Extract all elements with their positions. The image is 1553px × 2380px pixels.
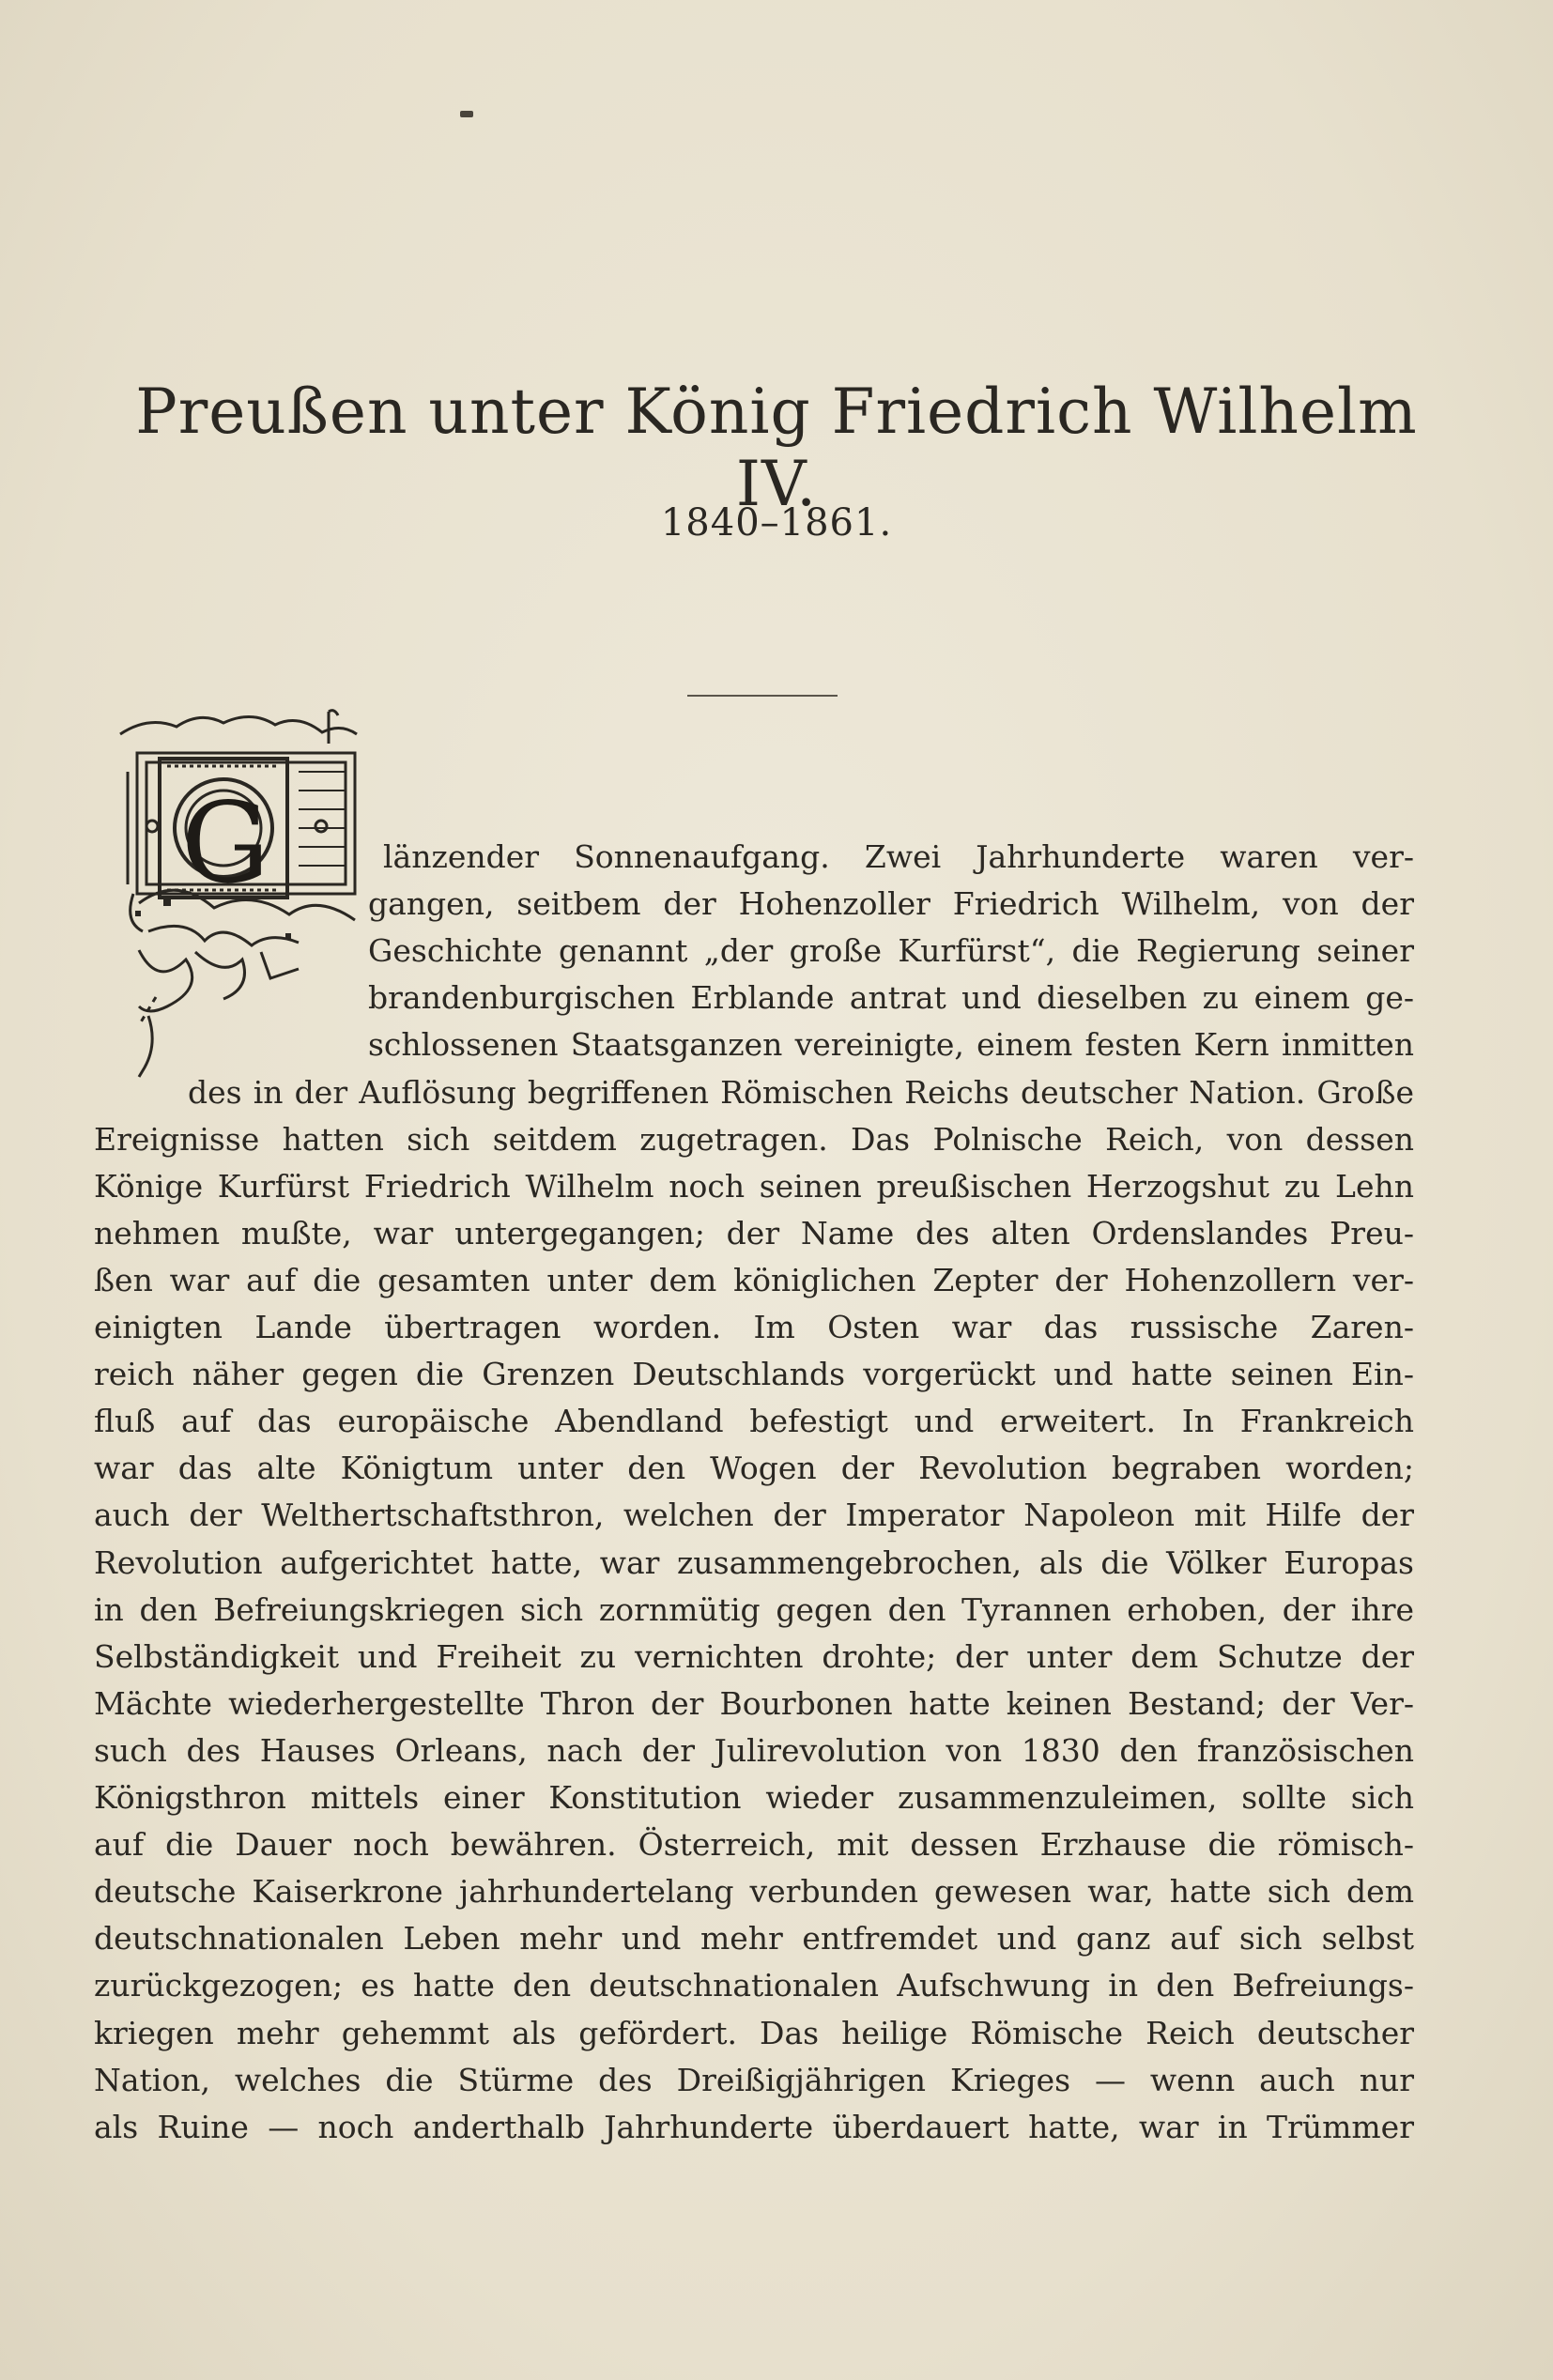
text-line: schlossenen Staatsganzen vereinigte, einem festen Kern inmitten xyxy=(368,1026,1414,1064)
text-line: als Ruine — noch anderthalb Jahrhunderte überdauert hatte, war in Trümmer xyxy=(94,2108,1414,2145)
text-line: des in der Auflösung begriffenen Römischen Reichs deutscher Nation. Große xyxy=(188,1073,1414,1111)
text-line: Selbständigkeit und Freiheit zu vernichten drohte; der unter dem Schutze der xyxy=(94,1637,1414,1675)
text-line: Königsthron mittels einer Konstitution wieder zusammenzuleimen, sollte sich xyxy=(94,1779,1414,1816)
text-line: brandenburgischen Erblande antrat und dieselben zu einem ge- xyxy=(368,979,1414,1017)
chapter-title: Preußen unter König Friedrich Wilhelm IV. xyxy=(135,376,1418,520)
text-line: deutschnationalen Leben mehr und mehr entfremdet und ganz auf sich selbst xyxy=(94,1920,1414,1958)
text-line: in den Befreiungskriegen sich zornmütig gegen den Tyrannen erhoben, der ihre xyxy=(94,1590,1414,1628)
drop-cap-letter: G xyxy=(180,778,270,908)
text-line: fluß auf das europäische Abendland befestigt und erweitert. In Frankreich xyxy=(94,1403,1414,1440)
title-divider xyxy=(687,695,838,697)
text-line: Geschichte genannt „der große Kurfürst“, die Regierung seiner xyxy=(368,932,1414,970)
text-line: Nation, welches die Stürme des Dreißigjährigen Krieges — wenn auch nur xyxy=(94,2061,1414,2098)
text-line: nehmen mußte, war untergegangen; der Name des alten Ordenslandes Preu- xyxy=(94,1214,1414,1251)
text-line: gangen, seitbem der Hohenzoller Friedrich Wilhelm, von der xyxy=(368,885,1414,923)
text-line: kriegen mehr gehemmt als gefördert. Das heilige Römische Reich deutscher xyxy=(94,2014,1414,2051)
ink-speck xyxy=(460,111,473,117)
chapter-dates: 1840–1861. xyxy=(660,501,893,545)
text-line: such des Hauses Orleans, nach der Julirevolution von 1830 den französischen xyxy=(94,1731,1414,1769)
text-line: Mächte wiederhergestellte Thron der Bourbonen hatte keinen Bestand; der Ver- xyxy=(94,1684,1414,1722)
text-line: Könige Kurfürst Friedrich Wilhelm noch seinen preußischen Herzogshut zu Lehn xyxy=(94,1167,1414,1205)
text-line: Revolution aufgerichtet hatte, war zusammengebrochen, als die Völker Europas xyxy=(94,1543,1414,1581)
text-line: länzender Sonnenaufgang. Zwei Jahrhunderte waren ver- xyxy=(383,838,1414,875)
text-line: Ereignisse hatten sich seitdem zugetragen. Das Polnische Reich, von dessen xyxy=(94,1120,1414,1158)
text-line: zurückgezogen; es hatte den deutschnationalen Aufschwung in den Befreiungs- xyxy=(94,1967,1414,2004)
text-line: reich näher gegen die Grenzen Deutschlands vorgerückt und hatte seinen Ein- xyxy=(94,1356,1414,1393)
text-line: deutsche Kaiserkrone jahrhundertelang verbunden gewesen war, hatte sich dem xyxy=(94,1873,1414,1911)
text-line: auf die Dauer noch bewähren. Österreich, mit dessen Erzhause die römisch- xyxy=(94,1826,1414,1864)
text-line: war das alte Königtum unter den Wogen der Revolution begraben worden; xyxy=(94,1450,1414,1487)
text-line: einigten Lande übertragen worden. Im Osten war das russische Zaren- xyxy=(94,1309,1414,1345)
text-line: auch der Welthertschaftsthron, welchen der Imperator Napoleon mit Hilfe der xyxy=(94,1497,1414,1534)
text-line: ßen war auf die gesamten unter dem königlichen Zepter der Hohenzollern ver- xyxy=(94,1261,1414,1298)
